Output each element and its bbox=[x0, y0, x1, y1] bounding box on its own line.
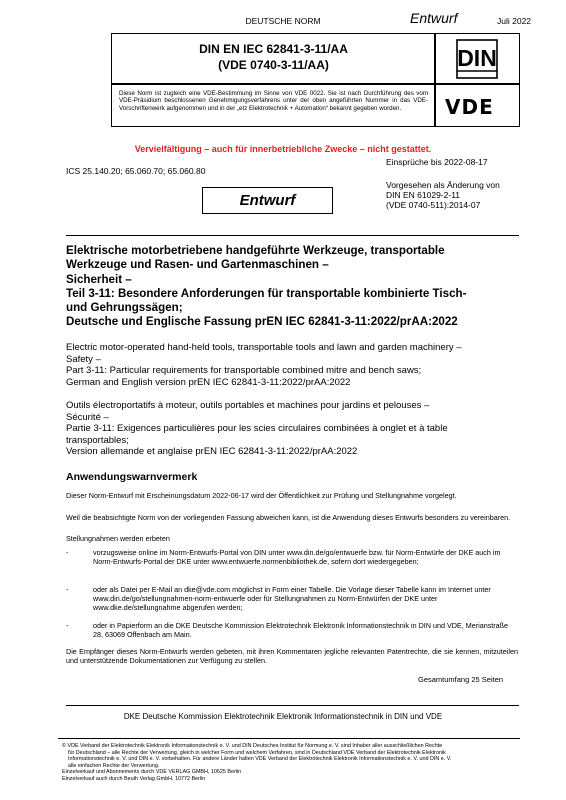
header-entwurf: Entwurf bbox=[410, 10, 458, 26]
vorgesehen-line: Vorgesehen als Änderung von bbox=[386, 180, 500, 190]
title-english bbox=[66, 342, 526, 388]
title-line: Sécurité – bbox=[66, 411, 109, 423]
title-french bbox=[66, 400, 526, 458]
dke-line: DKE Deutsche Kommission Elektrotechnik Elektronik Informationstechnik in DIN und VDE bbox=[123, 712, 443, 721]
divider-footer bbox=[58, 738, 520, 739]
einsprueche-deadline: Einsprüche bis 2022-08-17 bbox=[386, 157, 488, 167]
divider-top bbox=[66, 235, 519, 236]
din-logo-box bbox=[434, 33, 520, 85]
footer-line: Informationstechnik e. V. und DIN e. V. vorbehalten. Für andere Länder halten VDE Verband der Elektrotechnik Elektronik Informationstechnik e. V. und DIN e. V. bbox=[68, 756, 452, 763]
title-line: transportables; bbox=[66, 434, 129, 446]
vorgesehen-line: (VDE 0740-511):2014-07 bbox=[386, 200, 481, 210]
norm-label: DEUTSCHE NORM bbox=[245, 16, 321, 26]
title-line: Outils électroportatifs à moteur, outils portables et machines pour jardins et pelouses – bbox=[66, 400, 430, 411]
entwurf-stamp: Entwurf bbox=[202, 187, 333, 214]
divider-bottom bbox=[66, 705, 519, 706]
comment-option: oder in Papierform an die DKE Deutsche Kommission Elektrotechnik Elektronik Informationstechnik in DIN und VDE, Merianstraße 28, 63069 Offenbach am Main. bbox=[93, 621, 509, 639]
title-line: Part 3-11: Particular requirements for transportable combined mitre and bench saws; bbox=[66, 365, 422, 377]
title-line: Electric motor-operated hand-held tools, transportable tools and lawn and garden machinery – bbox=[66, 342, 462, 353]
bullet-mark: - bbox=[66, 621, 69, 630]
ics-codes: ICS 25.140.20; 65.060.70; 65.060.80 bbox=[66, 166, 206, 176]
title-line: Elektrische motorbetriebene handgeführte Werkzeuge, transportable bbox=[66, 244, 445, 257]
footer-line: Einzelverkauf und Abonnements durch VDE VERLAG GMBH, 10625 Berlin bbox=[62, 769, 242, 776]
bullet-mark: - bbox=[66, 548, 69, 557]
patent-paragraph: Die Empfänger dieses Norm-Entwurfs werden gebeten, mit ihren Kommentaren jegliche relevanten Patentrechte, die sie kennen, mitzuteilen und unterstützende Dokumentationen zur Verfügung zu stellen. bbox=[66, 647, 518, 665]
title-line: German and English version prEN IEC 62841-3-11:2022/prAA:2022 bbox=[66, 376, 351, 388]
copy-warning: Vervielfältigung – auch für innerbetriebliche Zwecke – nicht gestattet. bbox=[134, 144, 432, 154]
title-line: Deutsche und Englische Fassung prEN IEC 62841-3-11:2022/prAA:2022 bbox=[66, 315, 458, 329]
vde-number: (VDE 0740-3-11/AA) bbox=[218, 58, 329, 72]
title-line: Werkzeuge und Rasen- und Gartenmaschinen – bbox=[66, 258, 329, 272]
comment-option: vorzugsweise online im Norm-Entwurfs-Portal von DIN unter www.din.de/go/entwuerfe bzw. für Norm-Entwürfe der DKE auch im Norm-Entwurfs-Portal der DKE unter www.entwuerfe.normenbibliothek.de, sofern dort wiedergegeben; bbox=[93, 548, 501, 566]
title-line: Safety – bbox=[66, 353, 101, 365]
vde-notice: Diese Norm ist zugleich eine VDE-Bestimmung im Sinne von VDE 0022. Sie ist nach Durchführung des vom VDE-Präsidium beschlossenen Genehmigungsverfahrens unter der oben angeführten Nummer in das VDE-Vorschriftenwerk aufgenommen und in der „etz Elektrotechnik + Automation“ bekannt gegeben worden. bbox=[119, 90, 428, 112]
svg-text:DIN: DIN bbox=[457, 45, 497, 71]
header-date: Juli 2022 bbox=[497, 16, 532, 26]
bullet-mark: - bbox=[66, 585, 69, 594]
title-line: Sicherheit – bbox=[66, 272, 132, 286]
footer-line: © VDE Verband der Elektrotechnik Elektronik Informationstechnik e. V. und DIN Deutsches Institut für Normung e. V. sind Inhaber aller ausschließlichen Rechte bbox=[62, 743, 443, 749]
comments-intro: Stellungnahmen werden erbeten bbox=[66, 534, 170, 543]
title-line: Teil 3-11: Besondere Anforderungen für transportable kombinierte Tisch- bbox=[66, 286, 467, 300]
standard-number-box bbox=[111, 33, 436, 85]
copyright-footer bbox=[62, 743, 522, 783]
din-logo bbox=[435, 34, 519, 84]
vde-notice-box bbox=[111, 83, 436, 127]
vde-logo-box bbox=[434, 83, 520, 127]
total-pages: Gesamtumfang 25 Seiten bbox=[418, 675, 504, 684]
footer-line: für Deutschland – alle Rechte der Verwertung, gleich in welcher Form und welchem Verfahren, sind in Deutschland VDE Verband der Elektrotechnik Elektronik bbox=[68, 749, 446, 756]
title-german bbox=[66, 244, 526, 330]
footer-line: Einzelverkauf auch durch Beuth Verlag GmbH, 10772 Berlin bbox=[62, 775, 206, 782]
vde-logo: VDE bbox=[445, 95, 494, 119]
warning-heading: Anwendungswarnvermerk bbox=[66, 471, 198, 483]
vorgesehen-block bbox=[386, 180, 500, 210]
comment-option: oder als Datei per E-Mail an dke@vde.com möglichst in Form einer Tabelle. Die Vorlage dieser Tabelle kann im Internet unter www.din.de/go/stellungnahmen-norm-entwuerfe oder für Stellungnahmen zu Norm-Entwürfen der DKE unter www.dke.de/stellungnahme abgerufen werden; bbox=[93, 585, 491, 612]
footer-line: alle einfachen Rechte der Verwertung. bbox=[68, 762, 160, 769]
warning-paragraph: Weil die beabsichtigte Norm von der vorliegenden Fassung abweichen kann, ist die Anwendung dieses Entwurfs besonders zu vereinbaren. bbox=[66, 513, 511, 522]
warning-paragraph: Dieser Norm-Entwurf mit Erscheinungsdatum 2022-06-17 wird der Öffentlichkeit zur Prüfung und Stellungnahme vorgelegt. bbox=[66, 491, 457, 500]
standard-number: DIN EN IEC 62841-3-11/AA bbox=[199, 42, 348, 56]
title-line: und Gehrungssägen; bbox=[66, 301, 183, 315]
title-line: Partie 3-11: Exigences particulières pour les scies circulaires combinées à onglet et à table bbox=[66, 423, 448, 435]
title-line: Version allemande et anglaise prEN IEC 62841-3-11:2022/prAA:2022 bbox=[66, 446, 358, 458]
vorgesehen-line: DIN EN 61029-2-11 bbox=[386, 190, 461, 200]
